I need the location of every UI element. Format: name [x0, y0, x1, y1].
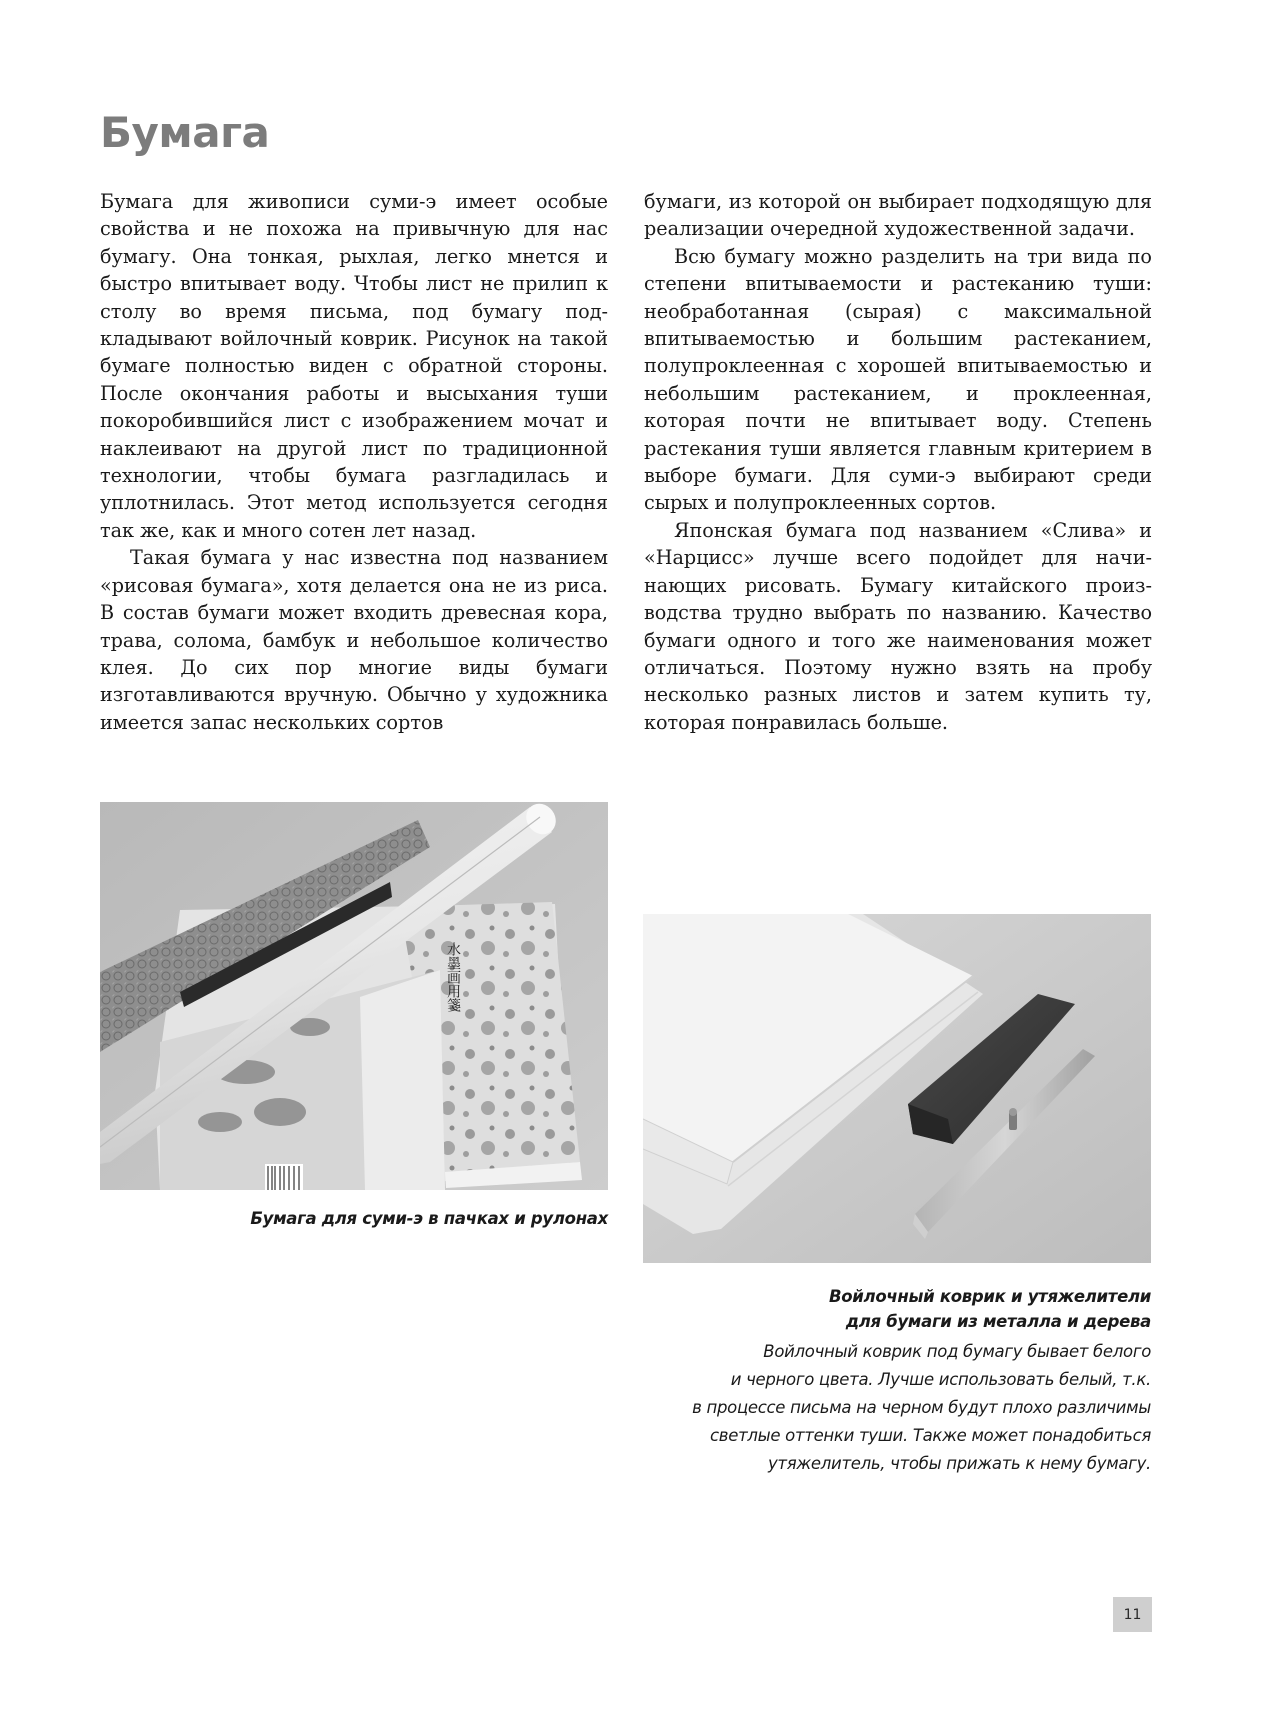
paragraph: бумаги, из которой он выбирает подходящую для реализации очередной художественной задачи.: [644, 190, 1152, 241]
caption-line: для бумаги из металла и дерева: [845, 1312, 1151, 1331]
photo-chinese-label: 水墨画用箋: [445, 942, 461, 1012]
figure-caption-paper: Бумага для суми-э в пачках и рулонах: [250, 1209, 608, 1228]
paragraph: Всю бумагу можно разделить на три вида по степени впитываемости и растеканию туши: необработанная (сырая) с максимальной впитываемостью и большим растеканием, полупроклеенная с хорошей впитываемостью и небольшим растеканием, и проклеенная, которая почти не впитывает воду. Степень растекания туши является главным критерием в выборе бумаги. Для суми-э выбирают среди сырых и полупроклеенных сортов.: [644, 244, 1152, 515]
paragraph: Бумага для живописи суми-э имеет особые свойства и не похожа на привычную для нас бумагу. Она тонкая, рыхлая, легко мнется и быстро впитывает воду. Чтобы лист не прилип к столу во время письма, под бумагу подкладывают войлочный коврик. Рисунок на такой бумаге полностью виден с обратной стороны. После окончания работы и высыхания туши покоробившийся лист с изображением мочат и наклеивают на другой лист по традиционной технологии, чтобы бумага разгладилась и уплотнилась. Этот метод используется сегодня так же, как и много сотен лет назад.: [100, 190, 608, 542]
left-text-column: [100, 188, 608, 736]
page-number: 11: [1113, 1597, 1152, 1632]
description-line: утяжелитель, чтобы прижать к нему бумагу.: [767, 1454, 1151, 1473]
caption-line: Войлочный коврик и утяжелители: [828, 1287, 1151, 1306]
paper-rolls-illustration: [100, 802, 608, 1190]
figure-caption-felt-mat: [643, 1284, 1151, 1334]
photo-paper-rolls-and-packs: [100, 802, 608, 1190]
description-line: в процессе письма на черном будут плохо различимы: [692, 1398, 1151, 1417]
photo-felt-mat-and-weights: [643, 914, 1151, 1263]
description-line: и черного цвета. Лучше использовать белый, т.к.: [730, 1370, 1151, 1389]
paragraph: Такая бумага у нас известна под названием «рисовая бумага», хотя делается она не из риса. В состав бумаги может входить древесная кора, трава, солома, бамбук и небольшое количество клея. До сих пор многие виды бумаги изготавливаются вручную. Обычно у художника имеется запас нескольких сортов: [100, 546, 608, 734]
right-text-column: [644, 188, 1152, 736]
paragraph: Японская бумага под названием «Слива» и «Нарцисс» лучше всего подойдет для начинающих рисовать. Бумагу китайского производства трудно выбрать по названию. Качество бумаги одного и того же наименования может отличаться. Поэтому нужно взять на пробу несколько разных листов и затем купить ту, которая понравилась больше.: [644, 518, 1152, 734]
felt-mat-illustration: [643, 914, 1151, 1263]
description-line: Войлочный коврик под бумагу бывает белого: [763, 1342, 1151, 1361]
page-title: Бумага: [100, 108, 270, 157]
description-line: светлые оттенки туши. Также может понадобиться: [710, 1426, 1151, 1445]
figure-description-felt-mat: [643, 1338, 1151, 1478]
